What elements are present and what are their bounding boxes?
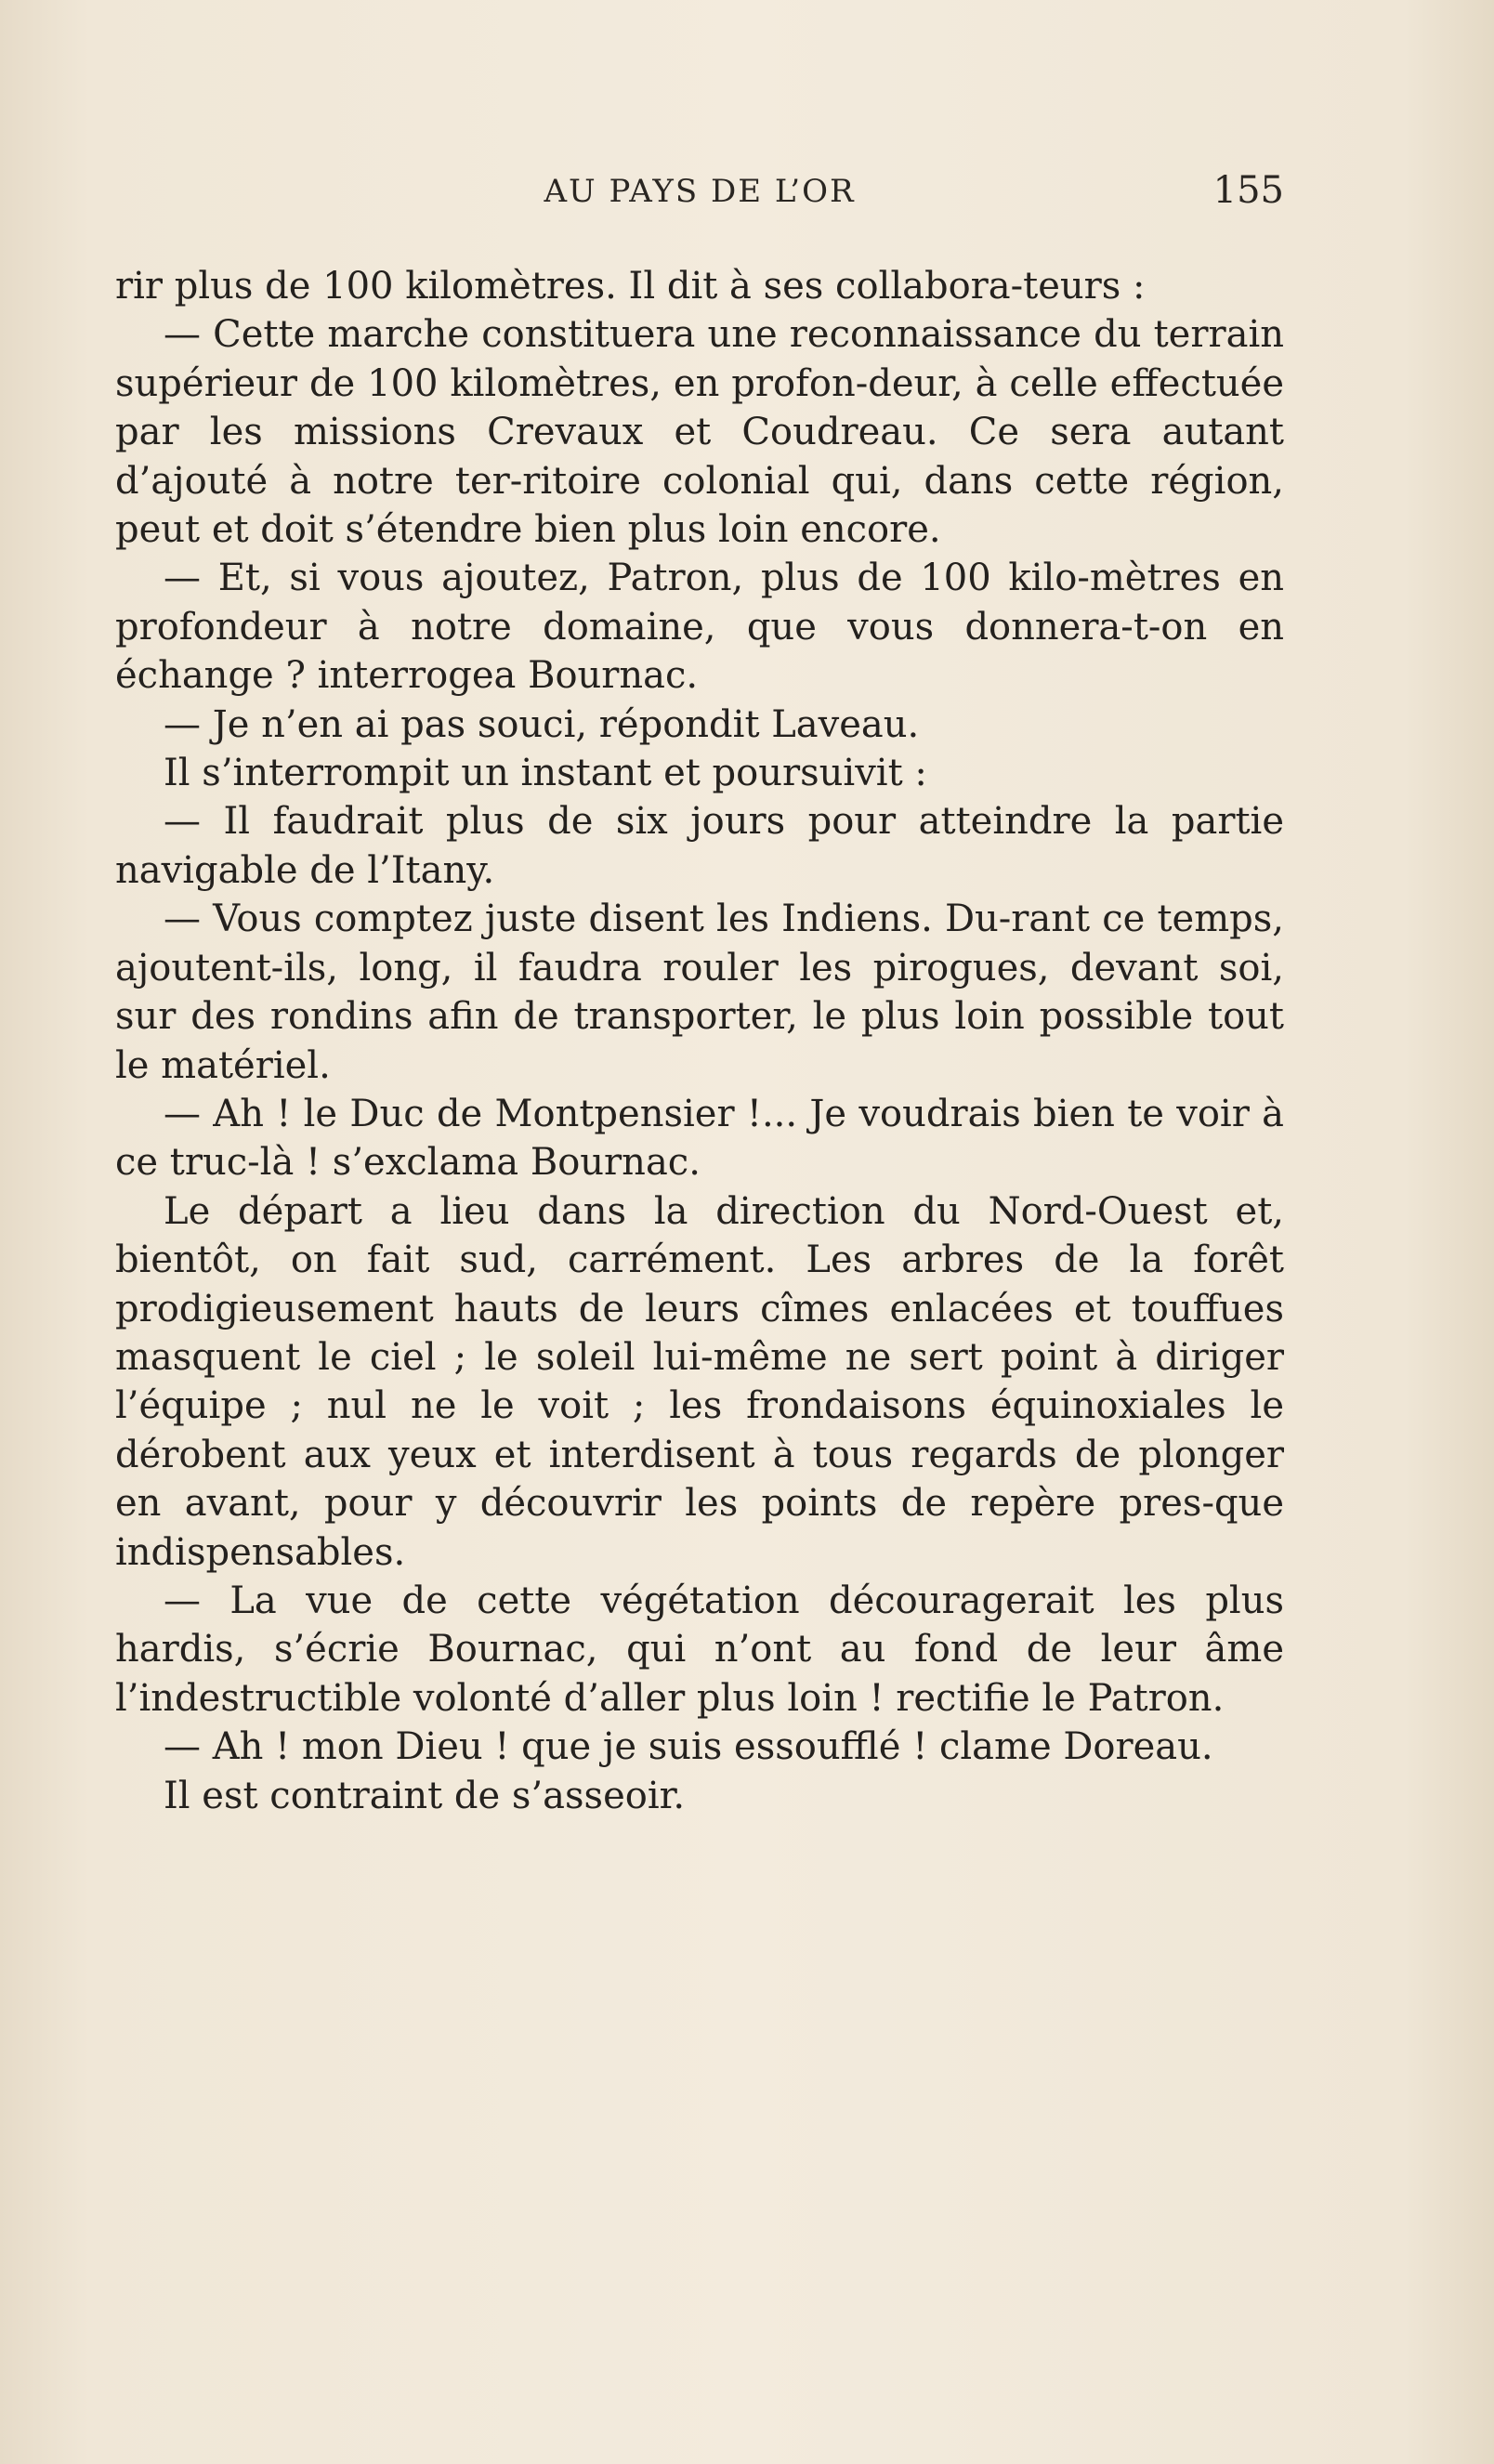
page-number: 155 [1212,169,1284,212]
paragraph: Il est contraint de s’asseoir. [164,1774,686,1817]
paragraph: — Ah ! mon Dieu ! que je suis essoufflé ! clame Doreau. [164,1725,1213,1769]
paragraph: — Et, si vous ajoutez, Patron, plus de 100 kilo-mètres en profondeur à notre domaine, que vous donnera-t-on en échange ? interrogea Bournac. [115,557,1284,698]
paragraph: — Vous comptez juste disent les Indiens. Du-rant ce temps, ajoutent-ils, long, il faudra rouler les pirogues, devant soi, sur des rondins afin de transporter, le plus loin possible tout le matériel. [115,898,1284,1087]
paragraph: — Je n’en ai pas souci, répondit Laveau. [164,702,920,746]
paragraph: Le départ a lieu dans la direction du Nord-Ouest et, bientôt, on fait sud, carrément. Les arbres de la forêt prodigieusement hauts de leurs cîmes enlacées et touffues masquent le ciel ; le soleil lui-même ne sert point à diriger l’équipe ; nul ne le voit ; les frondaisons équinoxiales le dérobent aux yeux et interdisent à tous regards de plonger en avant, pour y découvrir les points de repère pres-que indispensables. [115,1189,1284,1574]
paragraph: — Il faudrait plus de six jours pour atteindre la partie navigable de l’Itany. [115,800,1284,892]
paragraph: — Cette marche constituera une reconnaissance du terrain supérieur de 100 kilomètres, en profon-deur, à celle effectuée par les missions Crevaux et Coudreau. Ce sera autant d’ajouté à notre ter-ritoire colonial qui, dans cette région, peut et doit s’étendre bien plus loin encore. [115,313,1284,552]
running-title: AU PAYS DE L’OR [544,173,856,210]
text-body [115,262,1284,1820]
paragraph: Il s’interrompit un instant et poursuivit : [164,752,927,795]
paragraph: — Ah ! le Duc de Montpensier !... Je voudrais bien te voir à ce truc-là ! s’exclama Bournac. [115,1092,1284,1185]
paragraph: — La vue de cette végétation découragerait les plus hardis, s’écrie Bournac, qui n’ont au fond de leur âme l’indestructible volonté d’aller plus loin ! rectifie le Patron. [115,1579,1284,1720]
paragraph: rir plus de 100 kilomètres. Il dit à ses collabora-teurs : [115,265,1146,308]
page-header [115,165,1284,221]
